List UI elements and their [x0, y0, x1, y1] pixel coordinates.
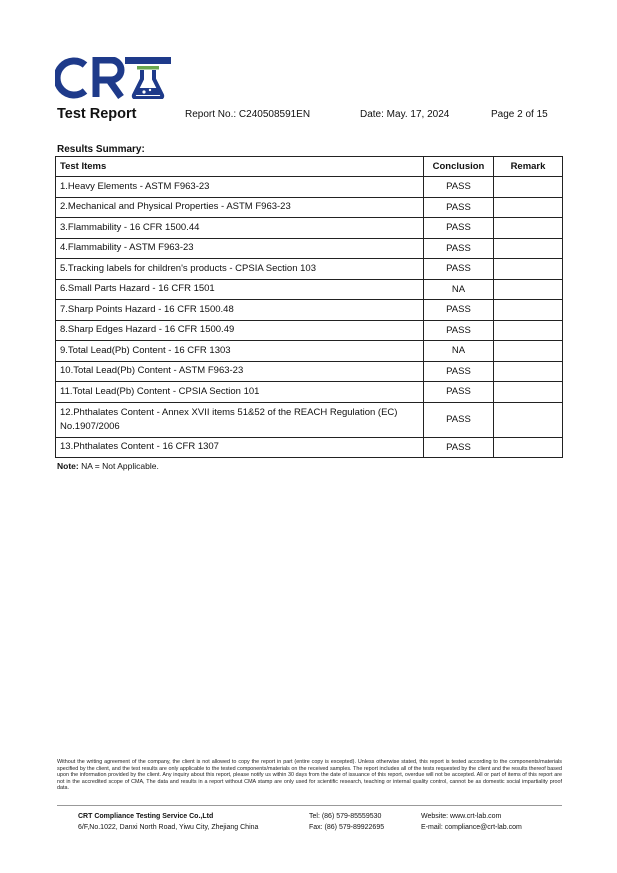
page-indicator: Page 2 of 15	[491, 109, 548, 120]
table-row	[56, 320, 563, 341]
fax: Fax: (86) 579-89922695	[309, 823, 385, 831]
conclusion-cell: PASS	[424, 361, 494, 382]
table-row	[56, 259, 563, 280]
conclusion-cell: PASS	[424, 437, 494, 458]
remark-cell	[494, 402, 563, 437]
email-link[interactable]: E-mail: compliance@crt-lab.com	[421, 823, 522, 831]
test-item-cell: 1.Heavy Elements - ASTM F963-23	[56, 177, 424, 198]
results-summary-table	[55, 156, 563, 458]
conclusion-cell: PASS	[424, 238, 494, 259]
remark-cell	[494, 382, 563, 403]
column-header-test-items: Test Items	[56, 157, 424, 177]
note-label: Note:	[57, 461, 79, 471]
table-row	[56, 238, 563, 259]
company-address: 6/F,No.1022, Danxi North Road, Yiwu City, Zhejiang China	[78, 823, 259, 831]
table-row	[56, 197, 563, 218]
test-item-cell: 3.Flammability - 16 CFR 1500.44	[56, 218, 424, 239]
table-row	[56, 341, 563, 362]
conclusion-cell: NA	[424, 279, 494, 300]
conclusion-cell: PASS	[424, 320, 494, 341]
test-item-cell: 13.Phthalates Content - 16 CFR 1307	[56, 437, 424, 458]
test-item-cell: 6.Small Parts Hazard - 16 CFR 1501	[56, 279, 424, 300]
report-date: Date: May. 17, 2024	[360, 109, 450, 120]
footer-phone	[309, 812, 384, 833]
footer-company	[78, 812, 258, 833]
conclusion-cell: PASS	[424, 300, 494, 321]
test-item-cell: 10.Total Lead(Pb) Content - ASTM F963-23	[56, 361, 424, 382]
table-row	[56, 177, 563, 198]
conclusion-cell: PASS	[424, 382, 494, 403]
remark-cell	[494, 341, 563, 362]
results-summary-heading: Results Summary:	[57, 144, 145, 155]
remark-cell	[494, 238, 563, 259]
remark-cell	[494, 279, 563, 300]
telephone: Tel: (86) 579-85559530	[309, 813, 382, 820]
remark-cell	[494, 320, 563, 341]
table-row	[56, 279, 563, 300]
remark-cell	[494, 218, 563, 239]
table-row	[56, 382, 563, 403]
report-number: Report No.: C240508591EN	[185, 109, 311, 120]
note-text: NA = Not Applicable.	[78, 461, 159, 471]
table-header-row	[56, 157, 563, 177]
crt-logo-icon	[55, 57, 173, 99]
conclusion-cell: NA	[424, 341, 494, 362]
test-item-cell: 11.Total Lead(Pb) Content - CPSIA Section 101	[56, 382, 424, 403]
test-item-cell: 7.Sharp Points Hazard - 16 CFR 1500.48	[56, 300, 424, 321]
footnote	[57, 461, 159, 471]
table-row	[56, 300, 563, 321]
column-header-conclusion: Conclusion	[424, 157, 494, 177]
conclusion-cell: PASS	[424, 218, 494, 239]
table-row	[56, 361, 563, 382]
table-row	[56, 218, 563, 239]
test-item-cell: 12.Phthalates Content - Annex XVII items 51&52 of the REACH Regulation (EC) No.1907/2006	[56, 402, 424, 437]
test-item-cell: 8.Sharp Edges Hazard - 16 CFR 1500.49	[56, 320, 424, 341]
test-item-cell: 2.Mechanical and Physical Properties - ASTM F963-23	[56, 197, 424, 218]
table-row	[56, 402, 563, 437]
column-header-remark: Remark	[494, 157, 563, 177]
crt-logo	[55, 57, 173, 99]
remark-cell	[494, 437, 563, 458]
test-item-cell: 5.Tracking labels for children's products - CPSIA Section 103	[56, 259, 424, 280]
report-title: Test Report	[57, 106, 137, 122]
conclusion-cell: PASS	[424, 259, 494, 280]
company-name: CRT Compliance Testing Service Co.,Ltd	[78, 813, 214, 820]
legal-disclaimer: Without the writing agreement of the company, the client is not allowed to copy the report in part (entire copy is excepted). Unless otherwise stated, this report is tested according to the components/materials specified by the client, and the test results are only applicable to the tested components/materials on the received samples. The report includes all of the tests requested by the client and the results thereof based upon the information provided by the client. Any inquiry about this report, please notify us within 30 days from the date of issuance of this report, overdue will not be accepted. All or part of items of this report are not in the accredited scope of CMA, The data and results in a report without CMA stamp are only used for scientific research, teaching or internal quality control, cannot be as domestic social impartiality proof data.	[57, 759, 562, 792]
remark-cell	[494, 259, 563, 280]
conclusion-cell: PASS	[424, 402, 494, 437]
report-header	[57, 106, 557, 126]
remark-cell	[494, 361, 563, 382]
remark-cell	[494, 197, 563, 218]
conclusion-cell: PASS	[424, 197, 494, 218]
test-item-cell: 9.Total Lead(Pb) Content - 16 CFR 1303	[56, 341, 424, 362]
remark-cell	[494, 300, 563, 321]
footer-web	[421, 812, 522, 833]
table-row	[56, 437, 563, 458]
test-item-cell: 4.Flammability - ASTM F963-23	[56, 238, 424, 259]
remark-cell	[494, 177, 563, 198]
website-link[interactable]: Website: www.crt-lab.com	[421, 813, 502, 820]
conclusion-cell: PASS	[424, 177, 494, 198]
footer-divider	[57, 805, 562, 806]
